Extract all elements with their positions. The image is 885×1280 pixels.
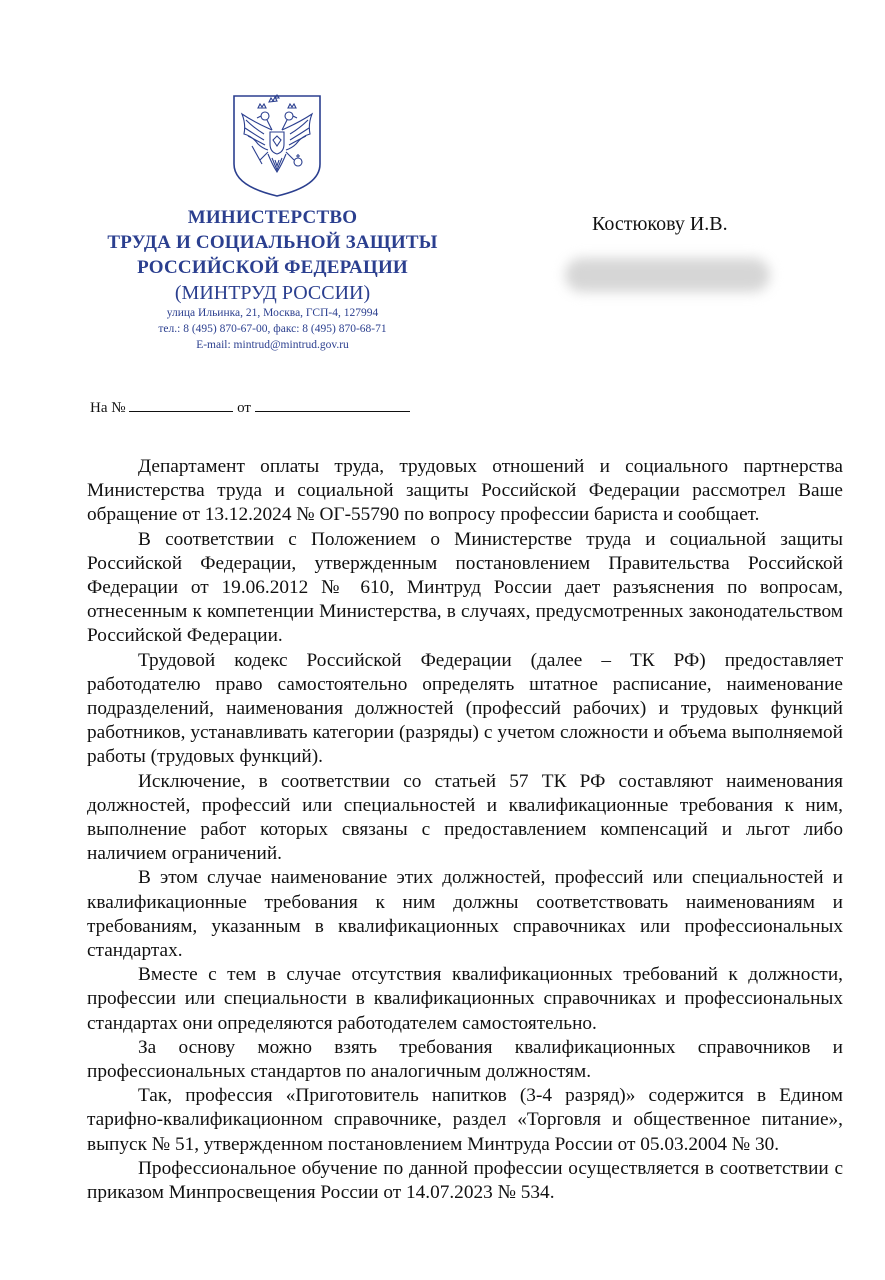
- ministry-email: E-mail: mintrud@mintrud.gov.ru: [196, 339, 349, 351]
- ministry-short-name: (МИНТРУД РОССИИ): [174, 282, 371, 304]
- ministry-title-line-2: ТРУДА И СОЦИАЛЬНОЙ ЗАЩИТЫ: [107, 232, 438, 253]
- reference-date-label: от: [237, 400, 251, 416]
- reference-date-blank: [255, 397, 410, 412]
- ministry-title-line-3: РОССИЙСКОЙ ФЕДЕРАЦИИ: [137, 257, 408, 278]
- paragraph: Так, профессия «Приготовитель напитков (3-4 разряд)» содержится в Едином тарифно-квалификационном справочнике, раздел «Торговля и общественное питание», выпуск № 51, утвержденном постановлением Минтруда России от 05.03.2004 № 30.: [87, 1085, 843, 1155]
- state-emblem-icon: [232, 94, 322, 198]
- paragraph: Вместе с тем в случае отсутствия квалификационных требований к должности, профессии или специальности в квалификационных справочниках и профессиональных стандартах они определяются работодателем самостоятельно.: [87, 964, 843, 1034]
- letter-body: [87, 455, 843, 1205]
- ministry-phones: тел.: 8 (495) 870-67-00, факс: 8 (495) 870-68-71: [158, 323, 387, 335]
- paragraph: Профессиональное обучение по данной профессии осуществляется в соответствии с приказом Минпросвещения России от 14.07.2023 № 534.: [87, 1157, 843, 1204]
- paragraph: Трудовой кодекс Российской Федерации (далее – ТК РФ) предоставляет работодателю право самостоятельно определять штатное расписание, наименование подразделений, наименования должностей (профессий рабочих) и трудовых функций работников, устанавливать категории (разряды) с учетом сложности и объема выполняемой работы (трудовых функций).: [87, 649, 843, 768]
- redacted-recipient-details: [565, 258, 770, 292]
- paragraph: Департамент оплаты труда, трудовых отношений и социального партнерства Министерства труда и социальной защиты Российской Федерации рассмотрел Ваше обращение от 13.12.2024 № ОГ-55790 по вопросу профессии бариста и сообщает.: [87, 456, 843, 526]
- reference-line: [90, 397, 410, 418]
- recipient-name: Костюкову И.В.: [592, 213, 728, 235]
- paragraph: В соответствии с Положением о Министерстве труда и социальной защиты Российской Федерации, утвержденным постановлением Правительства Российской Федерации от 19.06.2012 № 610, Минтруд России дает разъяснения по вопросам, отнесенным к компетенции Министерства, в случаях, предусмотренных законодательством Российской Федерации.: [87, 528, 843, 647]
- reference-number-blank: [129, 397, 233, 412]
- paragraph: В этом случае наименование этих должностей, профессий или специальностей и квалификационные требования к ним должны соответствовать наименованиям и требованиям, указанным в квалификационных справочниках или профессиональных стандартах.: [87, 867, 843, 962]
- reference-number-label: На №: [90, 400, 126, 416]
- letterhead: [60, 205, 485, 353]
- ministry-address: улица Ильинка, 21, Москва, ГСП-4, 127994: [166, 307, 379, 319]
- ministry-title-line-1: МИНИСТЕРСТВО: [187, 207, 358, 228]
- paragraph: За основу можно взять требования квалификационных справочников и профессиональных стандартов по аналогичным должностям.: [87, 1036, 843, 1083]
- paragraph: Исключение, в соответствии со статьей 57 ТК РФ составляют наименования должностей, профессий или специальностей и квалификационные требования к ним, выполнение работ которых связаны с предоставлением компенсаций и льгот либо наличием ограничений.: [87, 770, 843, 865]
